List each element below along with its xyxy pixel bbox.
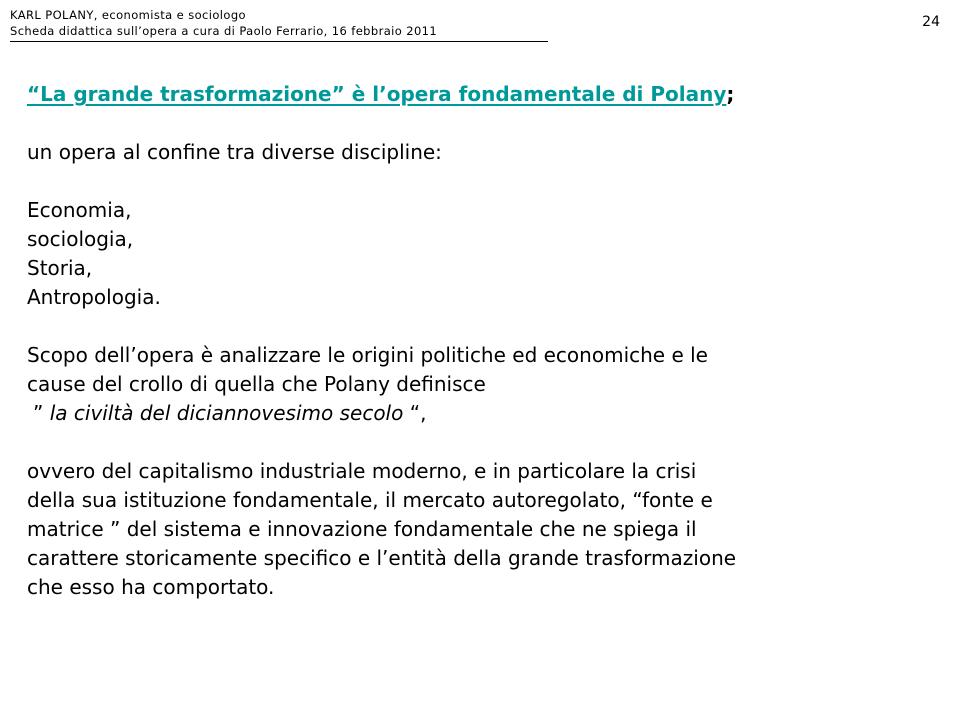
discipline-item: Antropologia. (27, 285, 161, 309)
quote-italic-text: la civiltà del diciannovesimo secolo (49, 401, 404, 425)
page-number: 24 (922, 14, 940, 30)
header-title: KARL POLANY, economista e sociologo (10, 8, 246, 22)
spacer (27, 109, 927, 138)
conclusion-line: della sua istituzione fondamentale, il mercato autoregolato, “fonte e (27, 488, 713, 512)
intro-text: un opera al confine tra diverse discipline: (27, 140, 442, 164)
document-header (10, 7, 437, 39)
discipline-item: sociologia, (27, 227, 134, 251)
discipline-item: Storia, (27, 256, 93, 280)
spacer (27, 167, 927, 196)
title-suffix: ; (726, 82, 735, 106)
quote-line (27, 399, 927, 428)
quote-open: ” (33, 401, 50, 425)
scope-line: cause del crollo di quella che Polany definisce (27, 372, 486, 396)
slide-content (27, 80, 927, 602)
conclusion-line: matrice ” del sistema e innovazione fondamentale che ne spiega il (27, 517, 697, 541)
header-divider (10, 41, 548, 42)
discipline-item: Economia, (27, 198, 132, 222)
title-paragraph (27, 80, 927, 109)
spacer (27, 312, 927, 341)
title-link[interactable]: “La grande trasformazione” è l’opera fondamentale di Polany (27, 82, 727, 106)
conclusion-line: carattere storicamente specifico e l’entità della grande trasformazione (27, 546, 737, 570)
quote-close: “, (403, 401, 427, 425)
conclusion-line: che esso ha comportato. (27, 575, 275, 599)
scope-line: Scopo dell’opera è analizzare le origini politiche ed economiche e le (27, 343, 708, 367)
spacer (27, 428, 927, 457)
header-subtitle: Scheda didattica sull’opera a cura di Paolo Ferrario, 16 febbraio 2011 (10, 24, 438, 38)
conclusion-line: ovvero del capitalismo industriale moderno, e in particolare la crisi (27, 459, 697, 483)
